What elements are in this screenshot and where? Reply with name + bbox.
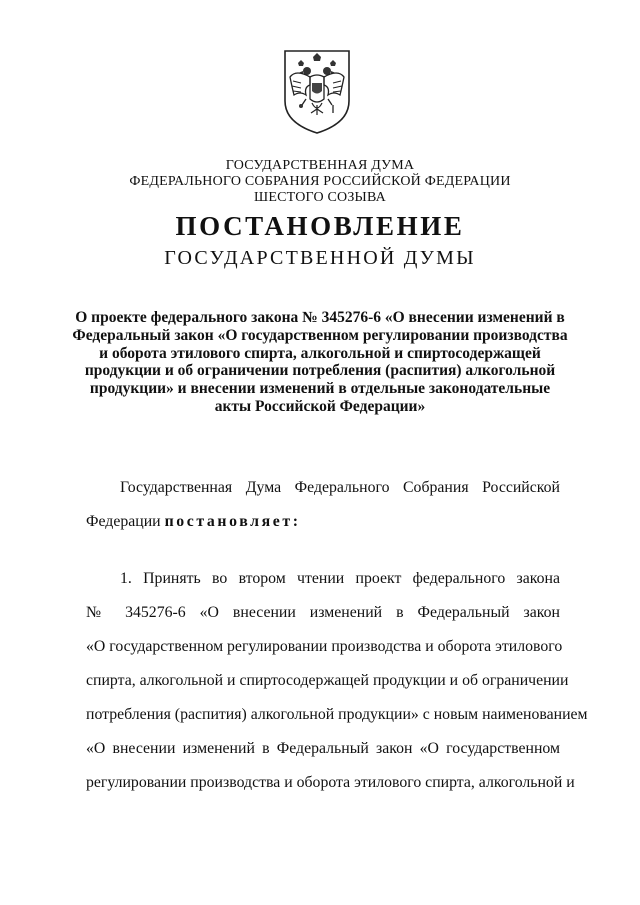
document-title: ПОСТАНОВЛЕНИЕ [175, 211, 465, 241]
resolves-keyword: постановляет: [164, 513, 301, 530]
preamble-line [86, 513, 560, 533]
convocation-header-line: ШЕСТОГО СОЗЫВА [254, 190, 386, 205]
bill-title-line: акты Российской Федерации» [214, 397, 426, 415]
item-1-line: 1. Принять во втором чтении проект федерального закона [120, 570, 560, 587]
document-subtitle: ГОСУДАРСТВЕННОЙ ДУМЫ [164, 247, 476, 269]
bill-title-line: Федеральный закон «О государственном регулировании производства [72, 326, 568, 344]
federal-assembly-header-line: ФЕДЕРАЛЬНОГО СОБРАНИЯ РОССИЙСКОЙ ФЕДЕРАЦИИ [129, 174, 511, 189]
item-1-line: № 345276-6 «О внесении изменений в Федеральный закон [86, 604, 560, 621]
duma-header-line: ГОСУДАРСТВЕННАЯ ДУМА [225, 158, 415, 173]
preamble-line: Государственная Дума Федерального Собрания Российской [120, 479, 560, 496]
item-1-line: «О внесении изменений в Федеральный закон «О государственном [86, 740, 560, 757]
bill-title-line: О проекте федерального закона № 345276-6 «О внесении изменений в [75, 309, 565, 326]
item-1-line: «О государственном регулировании производства и оборота этилового [86, 638, 563, 655]
item-1-line: спирта, алкогольной и спиртосодержащей продукции и об ограничении [86, 672, 569, 689]
coat-of-arms-icon [280, 47, 354, 135]
item-1-line: регулировании производства и оборота этилового спирта, алкогольной и [86, 774, 575, 791]
bill-title-line: продукции» и внесении изменений в отдельные законодательные [89, 380, 551, 398]
bill-title [60, 309, 580, 416]
item-1-line: потребления (распития) алкогольной продукции» с новым наименованием [86, 706, 588, 723]
preamble-start: Федерации [86, 513, 161, 530]
bill-title-line: и оборота этилового спирта, алкогольной и спиртосодержащей [99, 344, 541, 362]
bill-title-line: продукции и об ограничении потребления (распития) алкогольной [84, 362, 556, 380]
